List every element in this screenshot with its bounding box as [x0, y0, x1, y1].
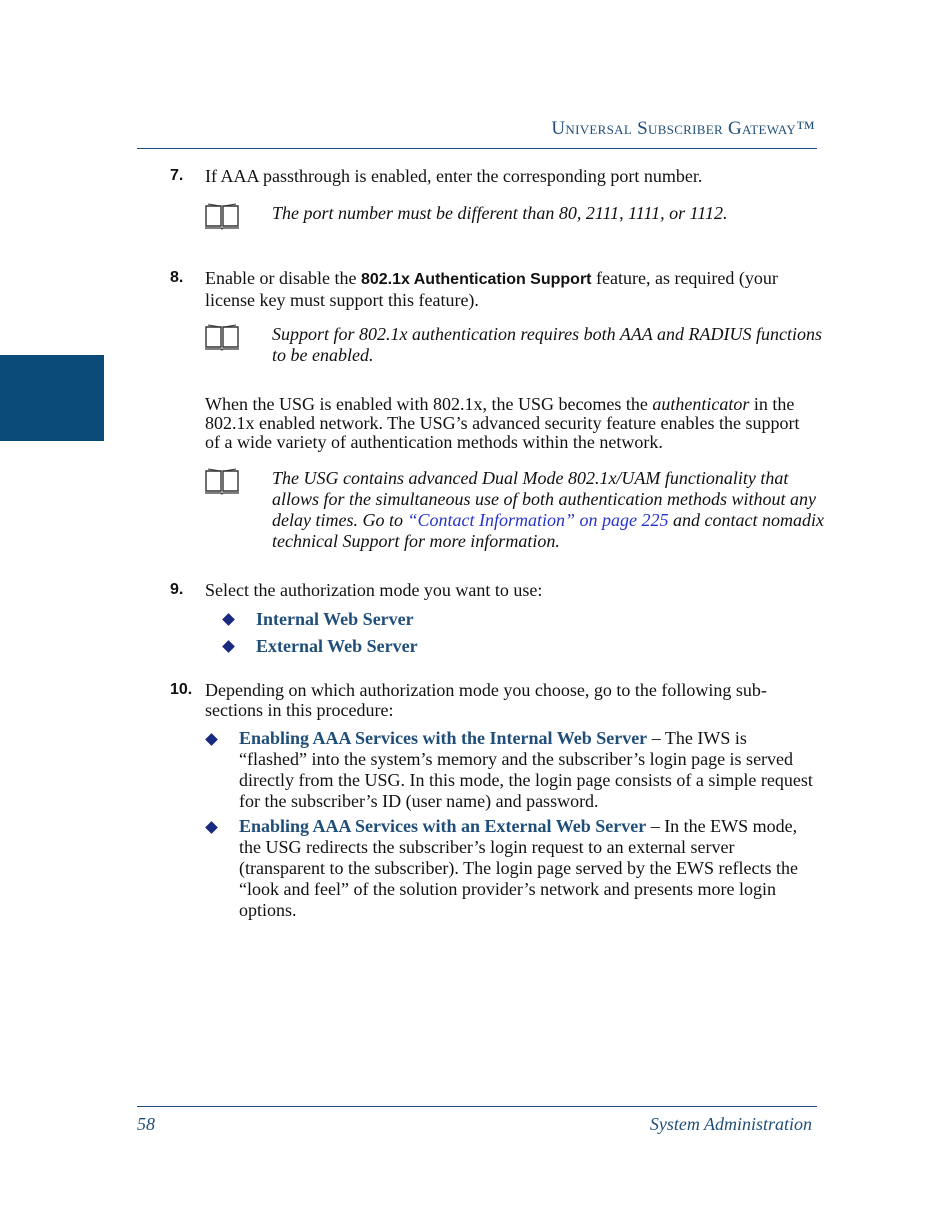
- note-text: The USG contains advanced Dual Mode 802.1x/UAM functionality that allows for the simultaneous use of both authentication methods without any delay times. Go to “Contact Information” on page 225 and contact nomadix technical Support for more information.: [272, 468, 824, 551]
- section-title: System Administration: [649, 1114, 812, 1134]
- feature-name: 802.1x Authentication Support: [360, 271, 592, 288]
- option-internal-web-server[interactable]: Internal Web Server: [256, 609, 414, 629]
- enabling-aaa-external-link[interactable]: Enabling AAA Services with an External Web Server: [239, 816, 647, 836]
- note-text: Support for 802.1x authentication requires both AAA and RADIUS functions to be enabled.: [272, 324, 822, 365]
- step-text: If AAA passthrough is enabled, enter the corresponding port number.: [205, 166, 703, 186]
- list-item: Enabling AAA Services with an External Web Server – In the EWS mode, the USG redirects the subscriber’s login request to an external server (transparent to the subscriber). The login page served by the EWS reflects the “look and feel” of the solution provider’s network and presents more login options.: [239, 816, 798, 920]
- step-9: [170, 580, 820, 600]
- authenticator-paragraph: When the USG is enabled with 802.1x, the USG becomes the authenticator in the 802.1x enabled network. The USG’s advanced security feature enables the support of a wide variety of authentication methods within the network.: [205, 394, 800, 452]
- step-number: 8.: [170, 269, 184, 286]
- diamond-bullet-icon: [222, 640, 235, 653]
- option-external-web-server[interactable]: External Web Server: [256, 636, 418, 656]
- enabling-aaa-internal-link[interactable]: Enabling AAA Services with the Internal Web Server: [239, 728, 648, 748]
- open-book-icon: [204, 202, 240, 230]
- step-8: [170, 268, 820, 310]
- diamond-bullet-icon: [205, 821, 218, 834]
- step-7: [170, 166, 820, 186]
- step-text: Select the authorization mode you want to use:: [205, 580, 543, 600]
- open-book-icon: [204, 323, 240, 351]
- step-text: Enable or disable the 802.1x Authentication Support feature, as required (your license key must support this feature).: [205, 268, 778, 310]
- open-book-icon: [204, 467, 240, 495]
- step-number: 9.: [170, 581, 184, 598]
- note-port-number: [204, 203, 824, 224]
- step-number: 10.: [170, 681, 193, 698]
- page-number: 58: [137, 1114, 155, 1134]
- step-number: 7.: [170, 167, 184, 184]
- step-text: Depending on which authorization mode you choose, go to the following sub-sections in this procedure:: [205, 680, 767, 720]
- footer-rule: [137, 1106, 817, 1107]
- chapter-side-tab: [0, 355, 104, 441]
- note-8021x-requirement: [204, 324, 824, 366]
- diamond-bullet-icon: [222, 613, 235, 626]
- contact-information-link[interactable]: “Contact Information” on page 225: [407, 510, 669, 530]
- step-10: [170, 680, 820, 720]
- note-dual-mode: [204, 468, 824, 552]
- diamond-bullet-icon: [205, 733, 218, 746]
- list-item: Enabling AAA Services with the Internal Web Server – The IWS is “flashed” into the system’s memory and the subscriber’s login page is served directly from the USG. In this mode, the login page consists of a simple request for the subscriber’s ID (user name) and password.: [239, 728, 813, 811]
- header-rule: [137, 148, 817, 149]
- page-header-title: Universal Subscriber Gateway™: [551, 118, 815, 139]
- note-text: The port number must be different than 80, 2111, 1111, or 1112.: [272, 203, 728, 223]
